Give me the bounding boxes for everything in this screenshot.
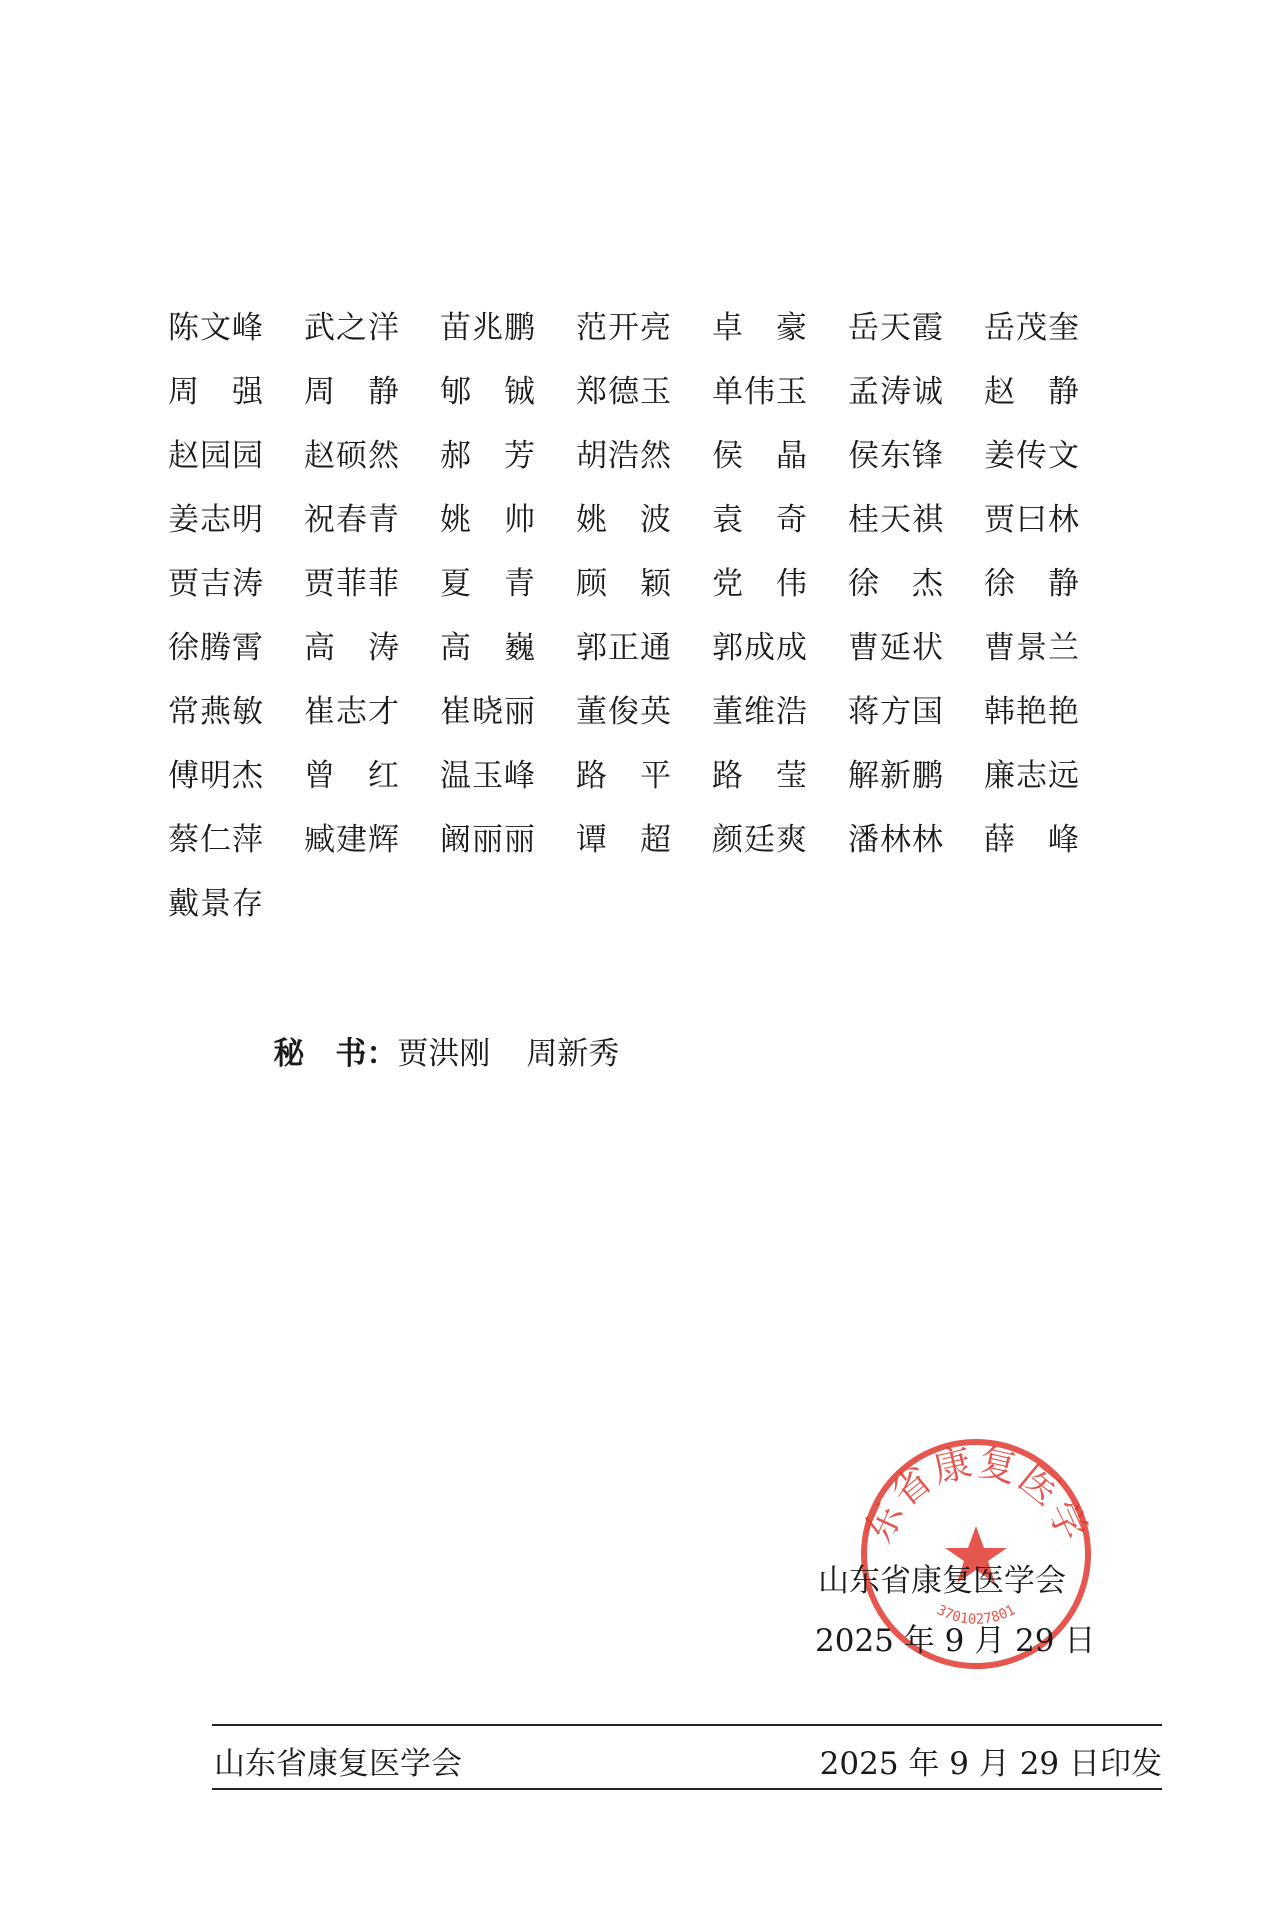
member-name: 蔡仁萍	[168, 822, 264, 858]
footer-rule-top	[212, 1724, 1162, 1726]
member-name: 戴景存	[168, 886, 264, 922]
member-name: 董维浩	[712, 694, 808, 730]
member-name: 贾吉涛	[168, 566, 264, 602]
member-name: 徐腾霄	[168, 630, 264, 666]
member-name: 侯 晶	[712, 438, 808, 474]
member-name: 高 涛	[304, 630, 400, 666]
member-name: 郭正通	[576, 630, 672, 666]
secretary-name: 周新秀	[526, 1036, 620, 1072]
member-name: 臧建辉	[304, 822, 400, 858]
member-name: 解新鹏	[848, 758, 944, 794]
member-name: 侯东锋	[848, 438, 944, 474]
secretary-line	[234, 958, 619, 1150]
member-name: 周 静	[304, 374, 400, 410]
member-name: 薛 峰	[984, 822, 1080, 858]
member-name: 曾 红	[304, 758, 400, 794]
member-name: 姜志明	[168, 502, 264, 538]
member-name: 崔晓丽	[440, 694, 536, 730]
member-name: 谭 超	[576, 822, 672, 858]
member-name: 姚 波	[576, 502, 672, 538]
member-name: 胡浩然	[576, 438, 672, 474]
member-name: 苗兆鹏	[440, 310, 536, 346]
member-name: 徐 杰	[848, 566, 944, 602]
member-name: 路 平	[576, 758, 672, 794]
member-name: 孟涛诚	[848, 374, 944, 410]
member-name: 单伟玉	[712, 374, 808, 410]
member-name: 傅明杰	[168, 758, 264, 794]
member-name: 姚 帅	[440, 502, 536, 538]
signature-org: 山东省康复医学会	[818, 1563, 1066, 1599]
member-name: 袁 奇	[712, 502, 808, 538]
member-name: 夏 青	[440, 566, 536, 602]
member-name: 路 莹	[712, 758, 808, 794]
footer-issue-date: 2025 年 9 月 29 日印发	[819, 1746, 1162, 1782]
member-name: 贾菲菲	[304, 566, 400, 602]
member-name: 赵 静	[984, 374, 1080, 410]
member-name: 周 强	[168, 374, 264, 410]
member-name: 高 巍	[440, 630, 536, 666]
member-name: 韩艳艳	[984, 694, 1080, 730]
member-name: 郝 芳	[440, 438, 536, 474]
member-name: 祝春青	[304, 502, 400, 538]
member-name: 崔志才	[304, 694, 400, 730]
member-name: 赵园园	[168, 438, 264, 474]
footer-org: 山东省康复医学会	[214, 1746, 462, 1782]
member-name: 常燕敏	[168, 694, 264, 730]
member-name: 贾曰林	[984, 502, 1080, 538]
member-name: 颜廷爽	[712, 822, 808, 858]
member-name: 徐 静	[984, 566, 1080, 602]
footer-rule-bottom	[212, 1788, 1162, 1790]
member-name: 潘林林	[848, 822, 944, 858]
secretary-name: 贾洪刚	[397, 1036, 491, 1072]
member-name: 郑德玉	[576, 374, 672, 410]
member-name: 范开亮	[576, 310, 672, 346]
member-name: 郇 铖	[440, 374, 536, 410]
seal-code: 3701027801	[933, 1602, 1019, 1628]
member-name: 曹延状	[848, 630, 944, 666]
member-name: 桂天祺	[848, 502, 944, 538]
seal-text: 东省康复医学	[856, 1439, 1096, 1550]
member-name: 董俊英	[576, 694, 672, 730]
member-name: 蒋方国	[848, 694, 944, 730]
member-name: 温玉峰	[440, 758, 536, 794]
member-name: 赵硕然	[304, 438, 400, 474]
member-name: 郭成成	[712, 630, 808, 666]
secretary-label: 秘 书：	[273, 1036, 398, 1072]
signature-date: 2025 年 9 月 29 日	[815, 1623, 1096, 1659]
member-name: 阚丽丽	[440, 822, 536, 858]
member-name: 曹景兰	[984, 630, 1080, 666]
member-name: 岳茂奎	[984, 310, 1080, 346]
member-name: 陈文峰	[168, 310, 264, 346]
member-name: 顾 颖	[576, 566, 672, 602]
member-name: 廉志远	[984, 758, 1080, 794]
member-name: 武之洋	[304, 310, 400, 346]
member-name: 岳天霞	[848, 310, 944, 346]
member-name: 姜传文	[984, 438, 1080, 474]
member-name-list	[168, 296, 1088, 936]
member-name: 卓 豪	[712, 310, 808, 346]
member-name: 党 伟	[712, 566, 808, 602]
